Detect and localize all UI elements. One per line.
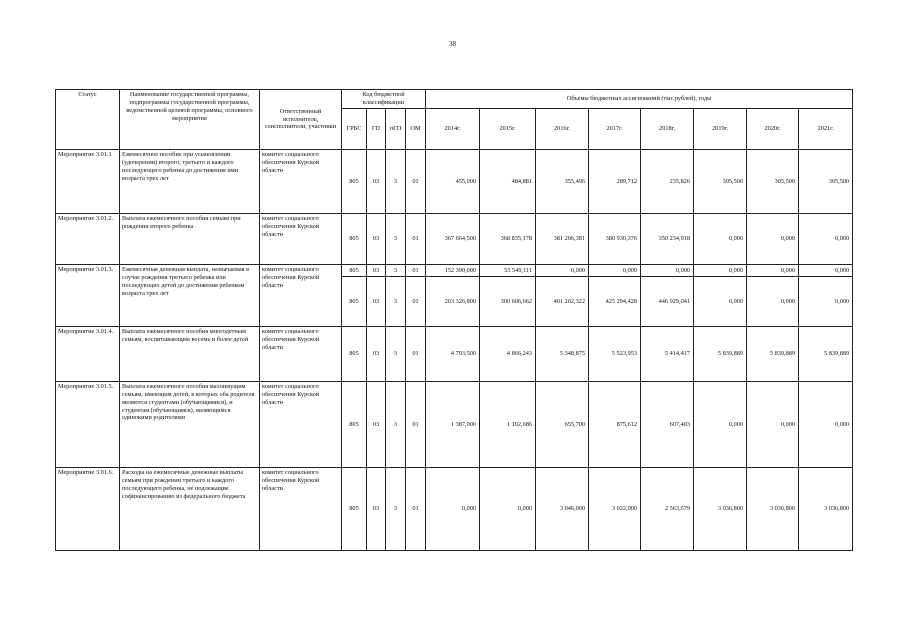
amount-cell: 401 202,322 [536,277,589,327]
row-name: Выплата ежемесячного пособия семьям при рождении второго ребенка [120,214,260,265]
code-om: 01 [406,327,426,382]
row-executor: комитет социального обеспечения Курской области [260,214,342,265]
code-om: 01 [406,277,426,327]
amount-cell: 305,500 [694,150,747,214]
page-number: 38 [449,40,456,48]
amount-cell: 0,000 [799,214,853,265]
amount-cell: 607,403 [641,382,694,468]
amount-cell: 2 563,579 [641,468,694,551]
header-year: 2016г. [536,109,589,150]
amount-cell: 655,700 [536,382,589,468]
amount-cell: 3 036,800 [747,468,799,551]
table-row [56,468,853,551]
amount-cell: 5 348,875 [536,327,589,382]
row-status: Мероприятие 3.01.1 [56,150,120,214]
amount-cell: 0,000 [747,382,799,468]
amount-cell: 1 387,000 [426,382,480,468]
header-year: 2020г. [747,109,799,150]
code-om: 01 [406,150,426,214]
row-status: Мероприятие 3.01.5. [56,382,120,468]
row-executor: комитет социального обеспечения Курской области [260,327,342,382]
amount-cell: 0,000 [799,382,853,468]
amount-cell: 425 294,428 [589,277,641,327]
amount-cell: 875,612 [589,382,641,468]
amount-cell: 381 206,381 [536,214,589,265]
header-year: 2014г. [426,109,480,150]
code-pgp: 3 [386,327,406,382]
header-code-gp: ГП [367,109,386,150]
amount-cell: 0,000 [536,265,589,277]
amount-cell: 3 036,800 [694,468,747,551]
code-grbs: 805 [342,214,367,265]
code-om: 01 [406,382,426,468]
table-row [56,150,853,214]
amount-cell: 368 835,178 [480,214,536,265]
code-grbs: 805 [342,327,367,382]
header-program: Наименование государственной программы, подпрограммы государственной программы, ведомственной целевой программы, основного мероприятия [120,90,260,150]
amount-cell: 5 414,417 [641,327,694,382]
header-executor: Ответственный исполнитель, соисполнители, участники [260,90,342,150]
code-grbs: 805 [342,150,367,214]
table-row [56,214,853,265]
header-code-grbs: ГРБС [342,109,367,150]
row-status: Мероприятие 3.01.2. [56,214,120,265]
row-executor: комитет социального обеспечения Курской области [260,265,342,327]
amount-cell: 235,826 [641,150,694,214]
amount-cell: 55 549,111 [480,265,536,277]
code-gp: 03 [367,382,386,468]
amount-cell: 3 022,000 [589,468,641,551]
amount-cell: 455,000 [426,150,480,214]
budget-table [55,89,853,551]
code-pgp: 3 [386,214,406,265]
amount-cell: 305,500 [747,150,799,214]
header-code-pgp: пГП [386,109,406,150]
amount-cell: 446 929,041 [641,277,694,327]
code-grbs: 805 [342,277,367,327]
header-year: 2017г. [589,109,641,150]
code-gp: 03 [367,214,386,265]
header-row-top [56,90,853,109]
header-budget-code: Код бюджетной классификации [342,90,426,109]
amount-cell: 0,000 [480,468,536,551]
amount-cell: 289,712 [589,150,641,214]
header-year: 2021г. [799,109,853,150]
code-pgp: 3 [386,277,406,327]
code-pgp: 3 [386,265,406,277]
amount-cell: 355,496 [536,150,589,214]
amount-cell: 0,000 [799,277,853,327]
amount-cell: 350 234,918 [641,214,694,265]
amount-cell: 0,000 [426,468,480,551]
code-om: 01 [406,468,426,551]
table-row [56,265,853,277]
code-pgp: 3 [386,468,406,551]
amount-cell: 0,000 [694,382,747,468]
amount-cell: 4 793,500 [426,327,480,382]
row-name: Ежемесячное пособие при усыновлении (удочерении) второго, третьего и каждого последующего ребенка до достижения ими возраста трех лет [120,150,260,214]
row-name: Выплата ежемесячного пособия малоимущим семьям, имеющим детей, в которых оба родителя являются студентами (обучающимися), и студентам (обучающимся), являющимся одинокими родителями [120,382,260,468]
amount-cell: 484,881 [480,150,536,214]
row-name: Расходы на ежемесячные денежные выплаты семьям при рождении третьего и каждого последующего ребенка, не подлежащие софинансированию из федерального бюджета [120,468,260,551]
amount-cell: 0,000 [799,265,853,277]
row-status: Мероприятие 3.01.3. [56,265,120,327]
code-gp: 03 [367,277,386,327]
code-grbs: 805 [342,382,367,468]
amount-cell: 0,000 [747,214,799,265]
code-pgp: 3 [386,382,406,468]
amount-cell: 305,500 [799,150,853,214]
header-year: 2018г. [641,109,694,150]
table-row [56,327,853,382]
code-grbs: 805 [342,265,367,277]
amount-cell: 300 606,662 [480,277,536,327]
amount-cell: 380 930,376 [589,214,641,265]
code-grbs: 805 [342,468,367,551]
code-gp: 03 [367,327,386,382]
row-name: Выплата ежемесячного пособия многодетным семьям, воспитывающим восемь и более детей [120,327,260,382]
amount-cell: 5 839,889 [799,327,853,382]
row-executor: комитет социального обеспечения Курской области [260,468,342,551]
row-status: Мероприятие 3.01.6. [56,468,120,551]
row-executor: комитет социального обеспечения Курской области [260,150,342,214]
code-gp: 03 [367,468,386,551]
code-om: 01 [406,265,426,277]
header-year: 2019г. [694,109,747,150]
amount-cell: 0,000 [694,277,747,327]
code-gp: 03 [367,150,386,214]
code-pgp: 3 [386,150,406,214]
amount-cell: 0,000 [694,265,747,277]
amount-cell: 3 036,800 [799,468,853,551]
row-name: Ежемесячная денежная выплата, назначаемая в случае рождения третьего ребенка или последующих детей до достижения ребенком возраста трех лет [120,265,260,327]
amount-cell: 1 192,686 [480,382,536,468]
amount-cell: 367 664,500 [426,214,480,265]
amount-cell: 3 046,000 [536,468,589,551]
amount-cell: 0,000 [747,277,799,327]
amount-cell: 0,000 [747,265,799,277]
table-row [56,382,853,468]
amount-cell: 0,000 [694,214,747,265]
amount-cell: 5 839,889 [694,327,747,382]
amount-cell: 5 839,889 [747,327,799,382]
amount-cell: 203 326,800 [426,277,480,327]
amount-cell: 5 523,953 [589,327,641,382]
header-status: Статус [56,90,120,150]
code-om: 01 [406,214,426,265]
amount-cell: 152 390,000 [426,265,480,277]
code-gp: 03 [367,265,386,277]
header-allocations: Объемы бюджетных ассигнований (тыс.рублей), годы [426,90,853,109]
amount-cell: 0,000 [641,265,694,277]
amount-cell: 0,000 [589,265,641,277]
amount-cell: 4 866,243 [480,327,536,382]
row-status: Мероприятие 3.01.4. [56,327,120,382]
header-code-om: ОМ [406,109,426,150]
row-executor: комитет социального обеспечения Курской области [260,382,342,468]
header-year: 2015г. [480,109,536,150]
